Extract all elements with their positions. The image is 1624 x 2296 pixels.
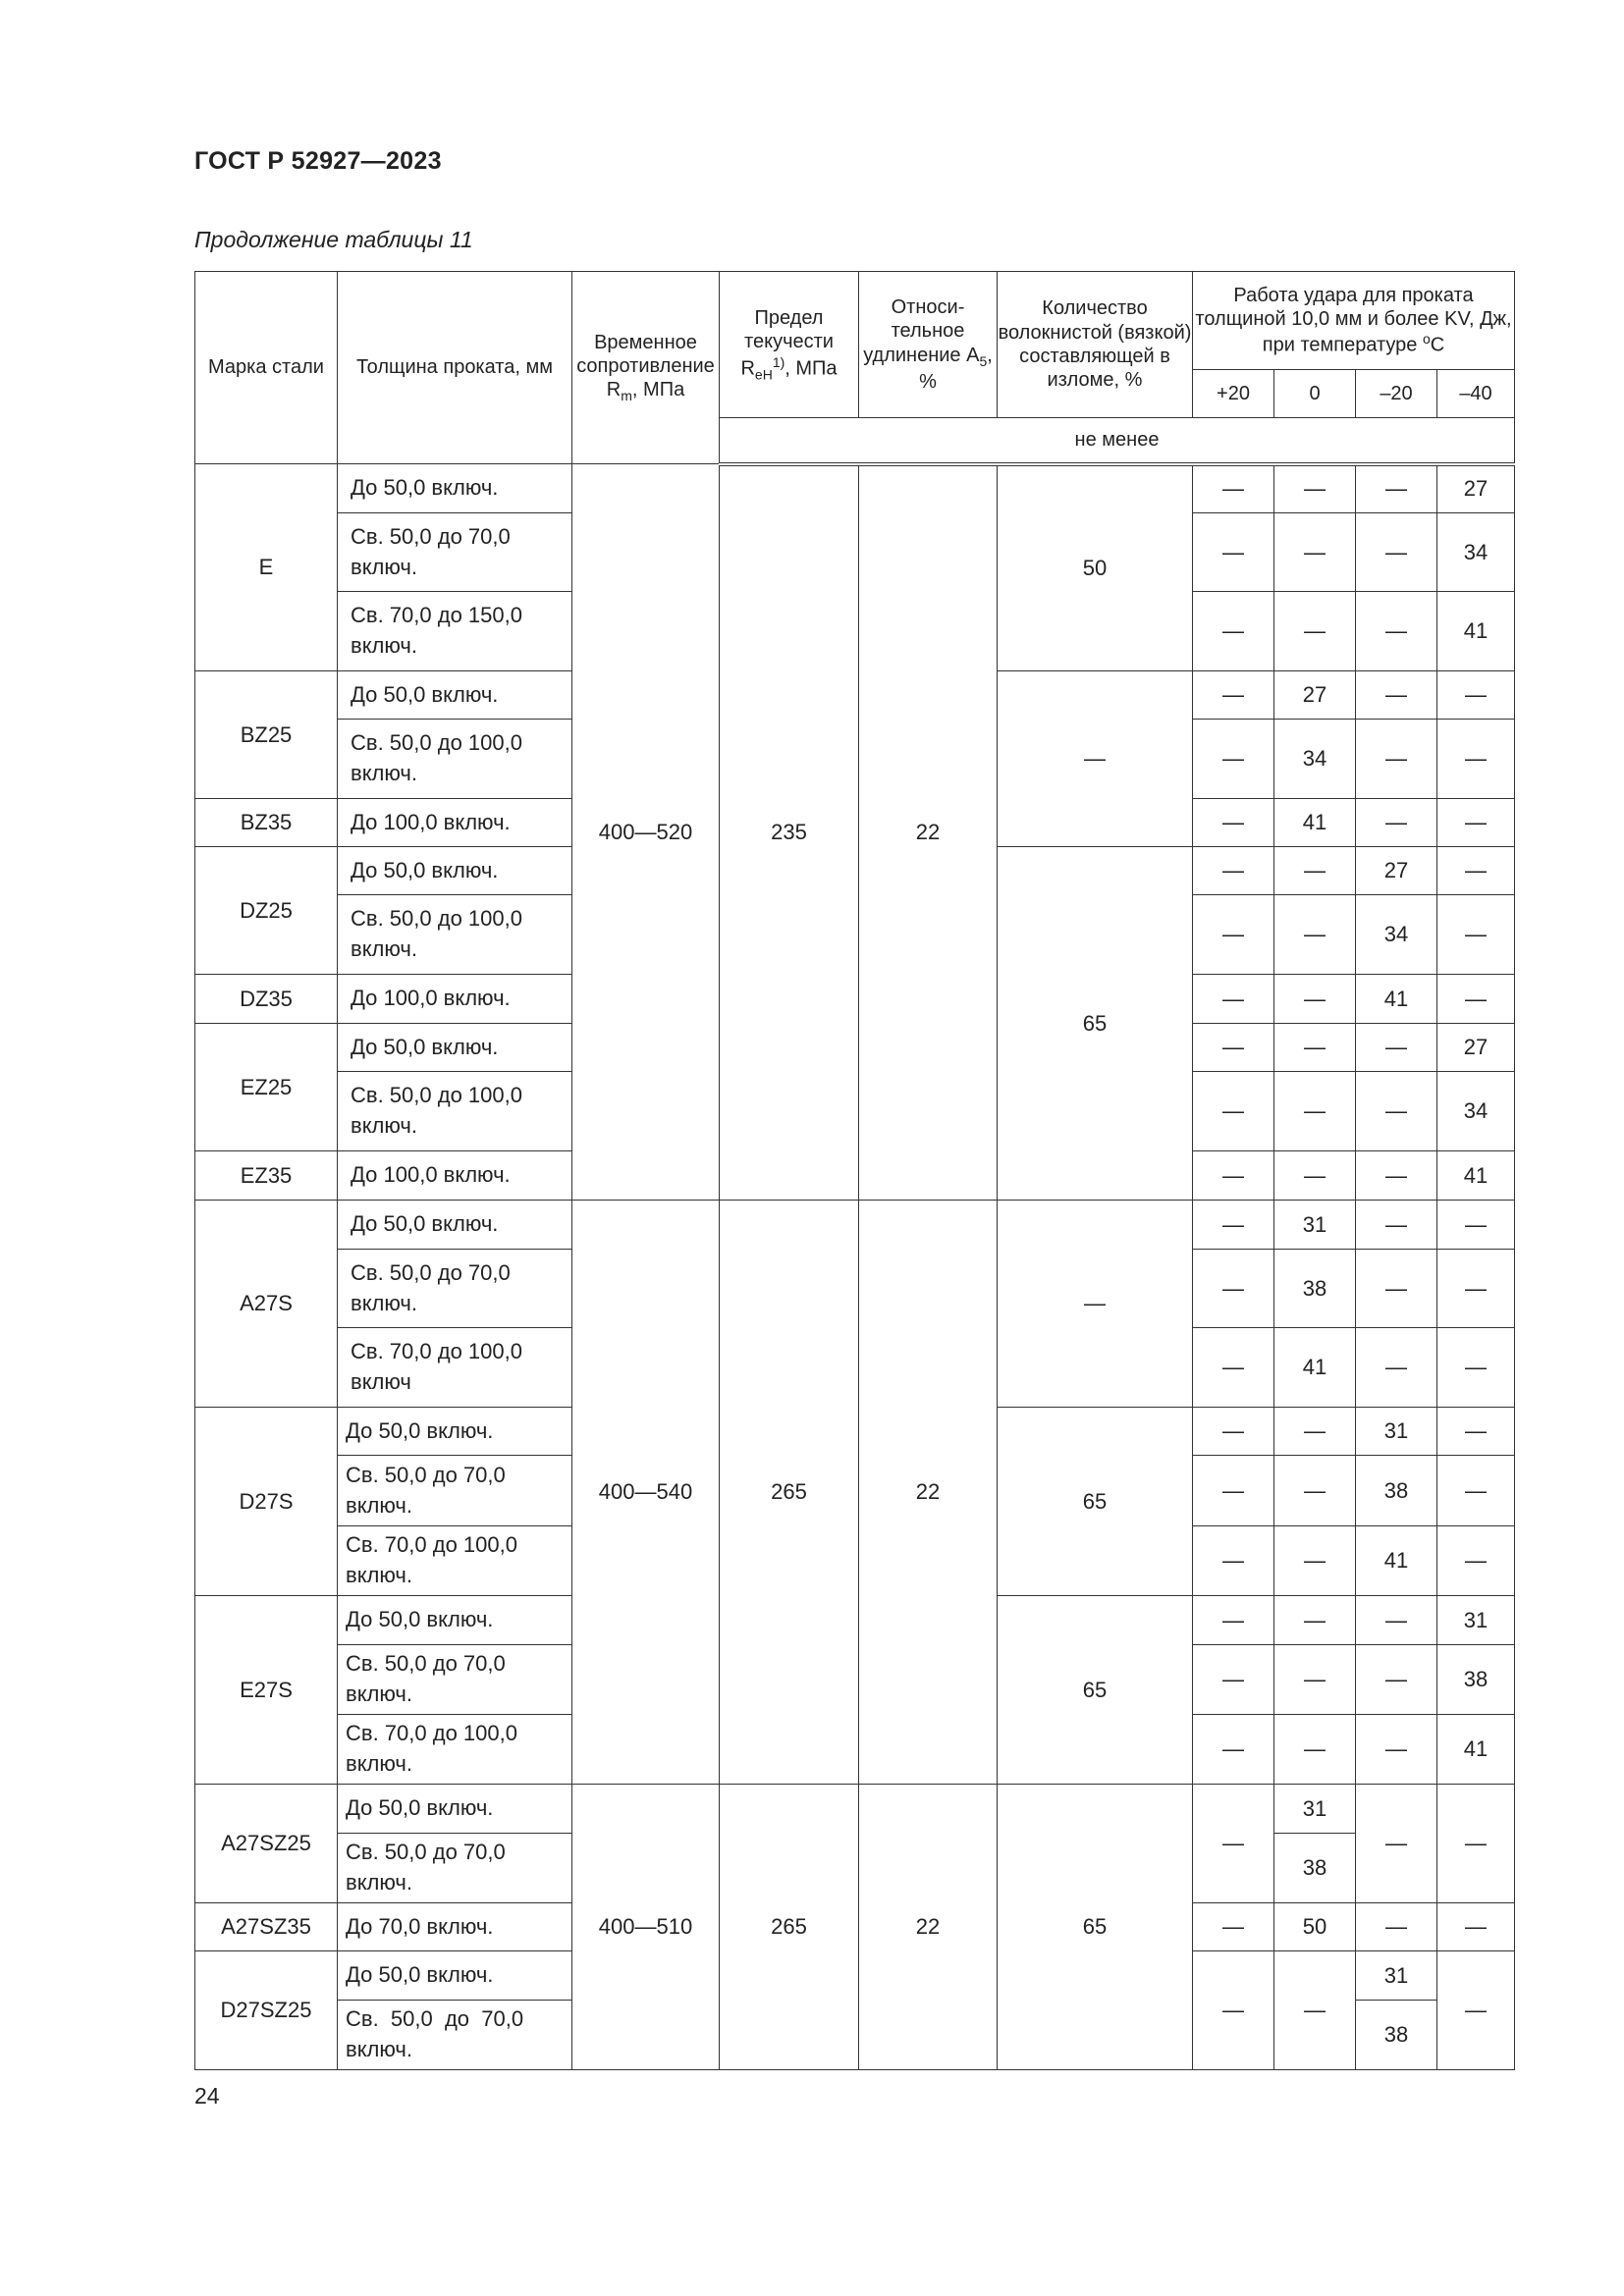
impact-cell: — bbox=[1193, 1596, 1274, 1645]
thickness-cell: Св. 50,0 до 100,0 включ. bbox=[338, 895, 572, 975]
header-temp-minus20: –20 bbox=[1356, 370, 1437, 418]
impact-cell: — bbox=[1193, 799, 1274, 847]
impact-cell: — bbox=[1193, 1328, 1274, 1408]
impact-cell: 41 bbox=[1274, 799, 1356, 847]
impact-cell: 27 bbox=[1274, 671, 1356, 720]
impact-cell: — bbox=[1274, 1456, 1356, 1526]
grade-cell: A27SZ35 bbox=[195, 1903, 338, 1951]
thickness-cell: Св. 50,0 до 70,0 включ. bbox=[338, 1834, 572, 1903]
grade-cell: A27SZ25 bbox=[195, 1785, 338, 1903]
impact-cell: — bbox=[1356, 464, 1437, 513]
impact-cell: — bbox=[1193, 1024, 1274, 1072]
thickness-cell: До 70,0 включ. bbox=[338, 1903, 572, 1951]
impact-cell: — bbox=[1356, 671, 1437, 720]
impact-cell: — bbox=[1193, 1408, 1274, 1456]
impact-cell: — bbox=[1437, 1951, 1515, 2070]
impact-cell: — bbox=[1193, 592, 1274, 671]
impact-cell: — bbox=[1274, 1526, 1356, 1596]
impact-cell: — bbox=[1193, 975, 1274, 1024]
thickness-cell: Св. 50,0 до 70,0 включ. bbox=[338, 2001, 572, 2070]
impact-cell: — bbox=[1437, 1201, 1515, 1250]
impact-cell: — bbox=[1356, 1201, 1437, 1250]
impact-cell: — bbox=[1274, 1951, 1356, 2070]
impact-cell: — bbox=[1274, 592, 1356, 671]
impact-cell: — bbox=[1356, 513, 1437, 592]
impact-cell: — bbox=[1356, 1072, 1437, 1151]
impact-cell: 27 bbox=[1356, 847, 1437, 895]
fibrous-cell: 65 bbox=[998, 1596, 1193, 1785]
impact-cell: — bbox=[1193, 847, 1274, 895]
header-temp-0: 0 bbox=[1274, 370, 1356, 418]
fibrous-cell: — bbox=[998, 671, 1193, 847]
impact-cell: — bbox=[1193, 671, 1274, 720]
impact-cell: — bbox=[1193, 1785, 1274, 1903]
elongation-cell: 22 bbox=[859, 1785, 998, 2070]
impact-cell: 38 bbox=[1274, 1834, 1356, 1903]
header-yield: Предел текучести $R_{eH}^{1)}$, МПа bbox=[720, 272, 859, 418]
impact-cell: — bbox=[1274, 1596, 1356, 1645]
thickness-cell: Св. 50,0 до 70,0 включ. bbox=[338, 1456, 572, 1526]
grade-cell: E27S bbox=[195, 1596, 338, 1785]
thickness-cell: До 50,0 включ. bbox=[338, 464, 572, 513]
thickness-cell: До 50,0 включ. bbox=[338, 1024, 572, 1072]
impact-cell: — bbox=[1356, 720, 1437, 799]
impact-cell: — bbox=[1356, 1151, 1437, 1201]
impact-cell: — bbox=[1193, 1715, 1274, 1785]
impact-cell: — bbox=[1274, 513, 1356, 592]
impact-cell: — bbox=[1437, 720, 1515, 799]
grade-cell: EZ35 bbox=[195, 1151, 338, 1201]
impact-cell: — bbox=[1274, 1715, 1356, 1785]
impact-cell: — bbox=[1356, 1328, 1437, 1408]
grade-cell: BZ25 bbox=[195, 671, 338, 799]
thickness-cell: До 50,0 включ. bbox=[338, 1201, 572, 1250]
tensile-cell: 400—520 bbox=[572, 464, 720, 1201]
impact-cell: — bbox=[1437, 1408, 1515, 1456]
tensile-cell: 400—540 bbox=[572, 1201, 720, 1785]
impact-cell: 27 bbox=[1437, 464, 1515, 513]
impact-cell: 34 bbox=[1437, 513, 1515, 592]
impact-cell: — bbox=[1193, 1526, 1274, 1596]
impact-cell: — bbox=[1274, 1072, 1356, 1151]
impact-cell: — bbox=[1274, 1024, 1356, 1072]
impact-cell: — bbox=[1193, 1645, 1274, 1715]
impact-cell: 31 bbox=[1437, 1596, 1515, 1645]
header-tensile: Временное сопротивление $R_m$, МПа bbox=[572, 272, 720, 464]
impact-cell: 41 bbox=[1437, 1151, 1515, 1201]
impact-cell: — bbox=[1193, 1201, 1274, 1250]
header-elongation: Относительное удлинение $A_5$, % bbox=[859, 272, 998, 418]
impact-cell: 34 bbox=[1437, 1072, 1515, 1151]
impact-cell: — bbox=[1274, 895, 1356, 975]
fibrous-cell: — bbox=[998, 1201, 1193, 1408]
thickness-cell: Св. 70,0 до 100,0 включ. bbox=[338, 1715, 572, 1785]
thickness-cell: До 100,0 включ. bbox=[338, 975, 572, 1024]
impact-cell: 38 bbox=[1356, 2001, 1437, 2070]
table-caption: Продолжение таблицы 11 bbox=[194, 227, 473, 252]
impact-cell: — bbox=[1437, 671, 1515, 720]
impact-cell: 38 bbox=[1437, 1645, 1515, 1715]
impact-cell: 50 bbox=[1274, 1903, 1356, 1951]
impact-cell: — bbox=[1274, 464, 1356, 513]
header-fibrous: Количество волокнистой (вязкой) составляющей в изломе, % bbox=[998, 272, 1193, 418]
impact-cell: — bbox=[1356, 1785, 1437, 1903]
elongation-cell: 22 bbox=[859, 1201, 998, 1785]
impact-cell: — bbox=[1193, 1951, 1274, 2070]
impact-cell: 41 bbox=[1274, 1328, 1356, 1408]
impact-cell: 31 bbox=[1356, 1951, 1437, 2001]
impact-cell: — bbox=[1193, 1903, 1274, 1951]
impact-cell: — bbox=[1356, 1596, 1437, 1645]
yield-cell: 235 bbox=[720, 464, 859, 1201]
impact-cell: — bbox=[1193, 895, 1274, 975]
impact-cell: — bbox=[1356, 592, 1437, 671]
tensile-cell: 400—510 bbox=[572, 1785, 720, 2070]
impact-cell: — bbox=[1437, 799, 1515, 847]
impact-cell: 34 bbox=[1274, 720, 1356, 799]
thickness-cell: До 100,0 включ. bbox=[338, 799, 572, 847]
impact-cell: — bbox=[1274, 975, 1356, 1024]
impact-cell: 31 bbox=[1274, 1201, 1356, 1250]
impact-cell: — bbox=[1437, 1456, 1515, 1526]
impact-cell: 31 bbox=[1274, 1785, 1356, 1834]
impact-cell: — bbox=[1274, 847, 1356, 895]
impact-cell: — bbox=[1274, 1645, 1356, 1715]
steel-properties-table bbox=[194, 271, 1515, 2070]
grade-cell: D27S bbox=[195, 1408, 338, 1596]
impact-cell: 31 bbox=[1356, 1408, 1437, 1456]
fibrous-cell: 65 bbox=[998, 1785, 1193, 2070]
impact-cell: — bbox=[1437, 1785, 1515, 1903]
impact-cell: — bbox=[1193, 720, 1274, 799]
elongation-cell: 22 bbox=[859, 464, 998, 1201]
impact-cell: — bbox=[1356, 799, 1437, 847]
thickness-cell: До 50,0 включ. bbox=[338, 671, 572, 720]
impact-cell: — bbox=[1356, 1024, 1437, 1072]
thickness-cell: Св. 50,0 до 100,0 включ. bbox=[338, 1072, 572, 1151]
header-temp-plus20: +20 bbox=[1193, 370, 1274, 418]
impact-cell: — bbox=[1193, 1072, 1274, 1151]
impact-cell: — bbox=[1356, 1645, 1437, 1715]
thickness-cell: Св. 50,0 до 70,0 включ. bbox=[338, 1250, 572, 1328]
impact-cell: — bbox=[1193, 1151, 1274, 1201]
thickness-cell: До 50,0 включ. bbox=[338, 1951, 572, 2001]
impact-cell: — bbox=[1274, 1408, 1356, 1456]
thickness-cell: До 50,0 включ. bbox=[338, 847, 572, 895]
grade-cell: EZ25 bbox=[195, 1024, 338, 1151]
grade-cell: DZ35 bbox=[195, 975, 338, 1024]
fibrous-cell: 65 bbox=[998, 1408, 1193, 1596]
impact-cell: — bbox=[1437, 1903, 1515, 1951]
grade-cell: A27S bbox=[195, 1201, 338, 1408]
impact-cell: — bbox=[1193, 513, 1274, 592]
thickness-cell: До 100,0 включ. bbox=[338, 1151, 572, 1201]
header-grade: Марка стали bbox=[195, 272, 338, 464]
grade-cell: BZ35 bbox=[195, 799, 338, 847]
impact-cell: — bbox=[1193, 1250, 1274, 1328]
header-temp-minus40: –40 bbox=[1437, 370, 1515, 418]
impact-cell: — bbox=[1193, 1456, 1274, 1526]
thickness-cell: Св. 50,0 до 100,0 включ. bbox=[338, 720, 572, 799]
impact-cell: — bbox=[1193, 464, 1274, 513]
thickness-cell: Св. 70,0 до 100,0 включ bbox=[338, 1328, 572, 1408]
fibrous-cell: 50 bbox=[998, 464, 1193, 671]
impact-cell: 41 bbox=[1437, 1715, 1515, 1785]
thickness-cell: Св. 50,0 до 70,0 включ. bbox=[338, 1645, 572, 1715]
thickness-cell: До 50,0 включ. bbox=[338, 1785, 572, 1834]
thickness-cell: До 50,0 включ. bbox=[338, 1408, 572, 1456]
impact-cell: — bbox=[1356, 1715, 1437, 1785]
header-impact: Работа удара для проката толщиной 10,0 мм и более KV, Дж, при температуре $^о$С bbox=[1193, 272, 1515, 370]
impact-cell: — bbox=[1437, 847, 1515, 895]
grade-cell: D27SZ25 bbox=[195, 1951, 338, 2070]
impact-cell: 41 bbox=[1437, 592, 1515, 671]
fibrous-cell: 65 bbox=[998, 847, 1193, 1201]
impact-cell: 41 bbox=[1356, 1526, 1437, 1596]
impact-cell: — bbox=[1437, 1328, 1515, 1408]
impact-cell: — bbox=[1437, 975, 1515, 1024]
thickness-cell: Св. 70,0 до 150,0 включ. bbox=[338, 592, 572, 671]
impact-cell: — bbox=[1356, 1250, 1437, 1328]
impact-cell: 38 bbox=[1356, 1456, 1437, 1526]
header-thickness: Толщина проката, мм bbox=[338, 272, 572, 464]
yield-cell: 265 bbox=[720, 1785, 859, 2070]
document-code: ГОСТ Р 52927—2023 bbox=[194, 147, 442, 175]
grade-cell: E bbox=[195, 464, 338, 671]
impact-cell: — bbox=[1274, 1151, 1356, 1201]
impact-cell: — bbox=[1437, 1526, 1515, 1596]
thickness-cell: До 50,0 включ. bbox=[338, 1596, 572, 1645]
thickness-cell: Св. 50,0 до 70,0 включ. bbox=[338, 513, 572, 592]
page-number: 24 bbox=[194, 2083, 220, 2109]
impact-cell: — bbox=[1437, 895, 1515, 975]
thickness-cell: Св. 70,0 до 100,0 включ. bbox=[338, 1526, 572, 1596]
impact-cell: 34 bbox=[1356, 895, 1437, 975]
impact-cell: 38 bbox=[1274, 1250, 1356, 1328]
impact-cell: 41 bbox=[1356, 975, 1437, 1024]
yield-cell: 265 bbox=[720, 1201, 859, 1785]
impact-cell: 27 bbox=[1437, 1024, 1515, 1072]
grade-cell: DZ25 bbox=[195, 847, 338, 975]
impact-cell: — bbox=[1437, 1250, 1515, 1328]
impact-cell: — bbox=[1356, 1903, 1437, 1951]
header-not-less: не менее bbox=[720, 418, 1515, 464]
